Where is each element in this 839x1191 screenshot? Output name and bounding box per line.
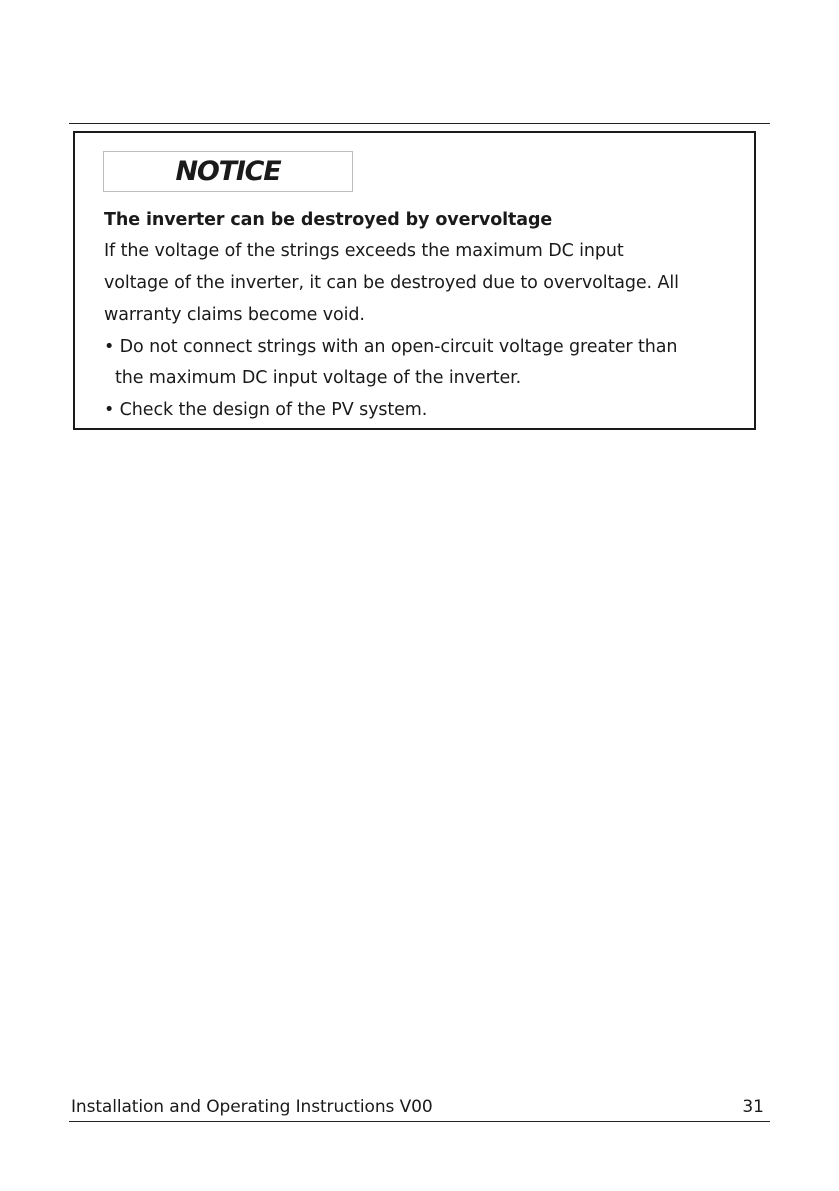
- notice-bullet-continuation: the maximum DC input voltage of the inverter.: [115, 368, 522, 388]
- notice-text-line: If the voltage of the strings exceeds the maximum DC input: [104, 241, 624, 261]
- header-rule: [69, 123, 770, 124]
- notice-text-line: voltage of the inverter, it can be destroyed due to overvoltage. All: [104, 273, 679, 293]
- notice-text-line: warranty claims become void.: [104, 305, 365, 325]
- footer-page-number: 31: [742, 1097, 764, 1117]
- notice-label: NOTICE: [103, 151, 353, 192]
- notice-bullet: • Do not connect strings with an open-circuit voltage greater than: [104, 337, 678, 357]
- notice-bullet: • Check the design of the PV system.: [104, 400, 428, 420]
- footer-document-title: Installation and Operating Instructions V00: [71, 1097, 433, 1117]
- notice-box: [73, 131, 756, 430]
- notice-heading: The inverter can be destroyed by overvoltage: [104, 210, 553, 230]
- footer-rule: [69, 1121, 770, 1122]
